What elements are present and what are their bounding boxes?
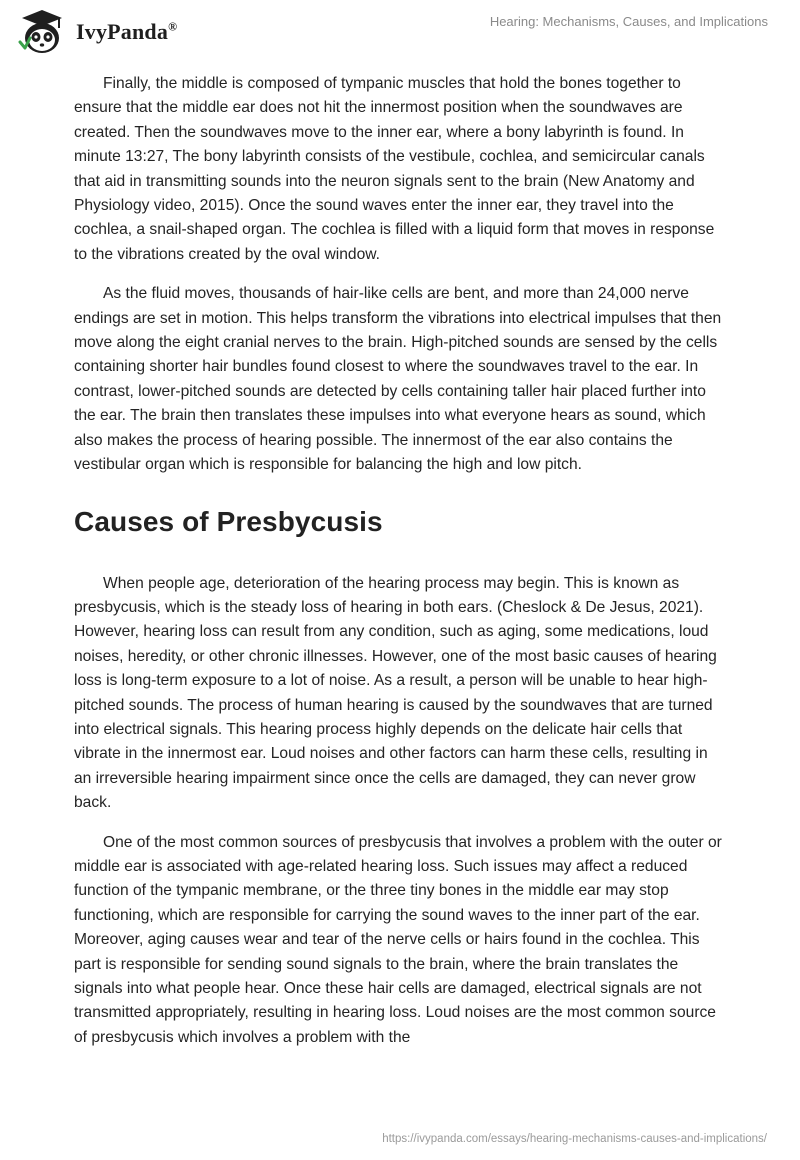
article-body bbox=[74, 72, 726, 1065]
panda-graduate-icon bbox=[14, 8, 70, 56]
brand-logo[interactable] bbox=[14, 8, 177, 56]
page-header bbox=[0, 0, 800, 66]
paragraph: As the fluid moves, thousands of hair-like cells are bent, and more than 24,000 nerve endings are set in motion. This helps transform the vibrations into electrical impulses that then move along the eight cranial nerves to the brain. High-pitched sounds are sensed by the cells containing shorter hair bundles found closest to where the soundwaves travel to the ear. In contrast, lower-pitched sounds are detected by cells containing taller hair placed further into the ear. The brain then translates these impulses into what everyone hears as sound, which also makes the process of hearing possible. The innermost of the ear also contains the vestibular organ which is responsible for balancing the high and low pitch. bbox=[74, 285, 722, 474]
paragraph: When people age, deterioration of the hearing process may begin. This is known as presbycusis, which is the steady loss of hearing in both ears. (Cheslock & De Jesus, 2021). However, hearing loss can result from any condition, such as aging, some medications, loud noises, heredity, or other chronic illnesses. However, one of the most basic causes of hearing loss is long-term exposure to a lot of noise. As a result, a person will be unable to hear high-pitched sounds. The process of human hearing is caused by the soundwaves that are turned into electrical signals. This hearing process highly depends on the delicate hair cells that vibrate in the innermost ear. Loud noises and other factors can harm these cells, resulting in an irreversible hearing impairment since once the cells are damaged, they can never grow back. bbox=[74, 574, 717, 812]
source-url[interactable]: https://ivypanda.com/essays/hearing-mechanisms-causes-and-implications/ bbox=[382, 1133, 767, 1145]
document-title: Hearing: Mechanisms, Causes, and Implications bbox=[489, 14, 768, 29]
registered-mark: ® bbox=[168, 19, 178, 34]
paragraph: Finally, the middle is composed of tympanic muscles that hold the bones together to ensure that the middle ear does not hit the innermost position when the soundwaves are created. Then the soundwaves move to the inner ear, where a bony labyrinth is found. In minute 13:27, The bony labyrinth consists of the vestibule, cochlea, and semicircular canals that aid in transmitting sounds into the neuron signals sent to the brain (New Anatomy and Physiology video, 2015). Once the sound waves enter the inner ear, they travel into the cochlea, a snail-shaped organ. The cochlea is filled with a liquid form that moves in response to the vibrations created by the oval window. bbox=[74, 75, 715, 263]
paragraph: One of the most common sources of presbycusis that involves a problem with the outer or middle ear is associated with age-related hearing loss. Such issues may affect a reduced function of the tympanic membrane, or the three tiny bones in the middle ear may stop functioning, which are responsible for carrying the sound waves to the inner part of the ear. Moreover, aging causes wear and tear of the nerve cells or hairs found in the cochlea. This part is responsible for sending sound signals to the brain, where the brain translates the signals into what people hear. Once these hair cells are damaged, electrical signals are not transmitted appropriately, resulting in hearing loss. Loud noises are the most common source of presbycusis which involves a problem with the bbox=[74, 833, 722, 1046]
brand-name: IvyPanda® bbox=[76, 19, 178, 44]
section-heading: Causes of Presbycusis bbox=[74, 505, 383, 537]
